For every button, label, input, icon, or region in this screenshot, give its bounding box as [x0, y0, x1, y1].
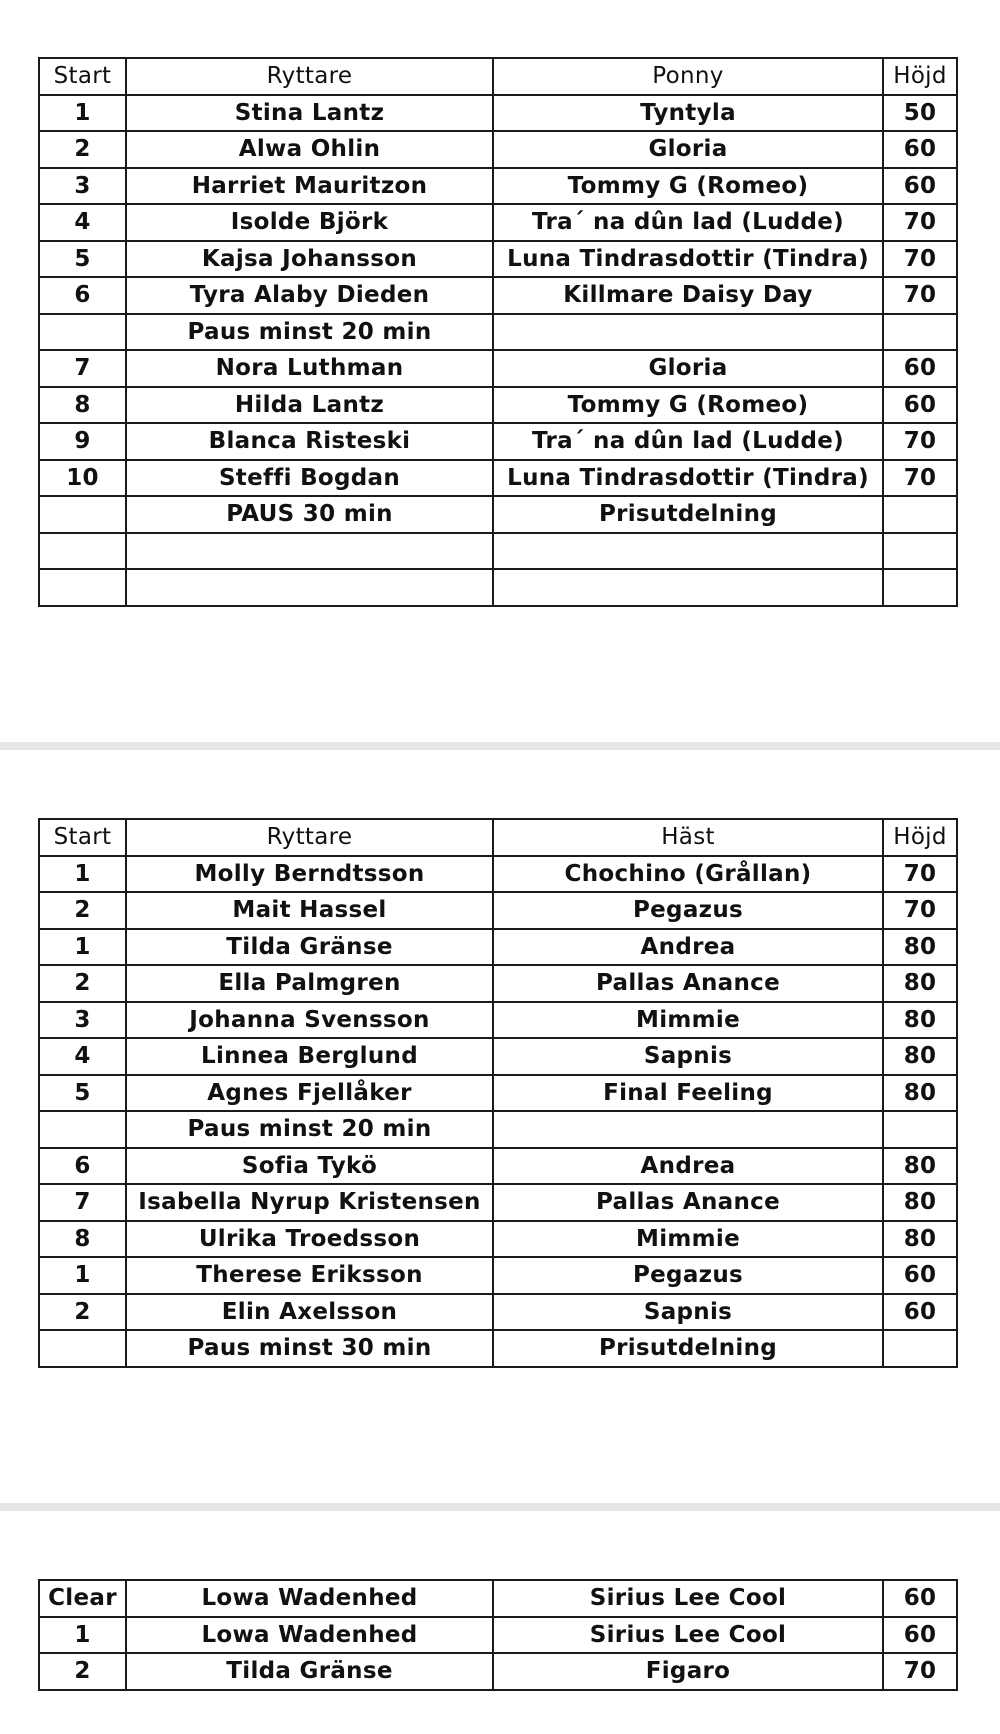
table-cell: 70 [883, 892, 957, 929]
table-cell: 3 [39, 1002, 126, 1039]
table-cell: 10 [39, 460, 126, 497]
table-cell: 1 [39, 1257, 126, 1294]
table-cell: Tra´ na dûn lad (Ludde) [493, 423, 883, 460]
table-cell: 1 [39, 856, 126, 893]
table-cell: Blanca Risteski [126, 423, 493, 460]
column-header: Höjd [883, 58, 957, 95]
table-row [39, 277, 957, 314]
table-row [39, 929, 957, 966]
table-cell: Isabella Nyrup Kristensen [126, 1184, 493, 1221]
table-cell: 4 [39, 1038, 126, 1075]
table-cell: Harriet Mauritzon [126, 168, 493, 205]
table-cell [126, 533, 493, 570]
table-row [39, 1184, 957, 1221]
table-cell: 5 [39, 241, 126, 278]
table-cell: 80 [883, 1038, 957, 1075]
table-cell: Isolde Björk [126, 204, 493, 241]
table-cell: Sirius Lee Cool [493, 1580, 883, 1617]
table-cell [883, 496, 957, 533]
table-row [39, 1111, 957, 1148]
table-cell: 80 [883, 929, 957, 966]
table-cell: 80 [883, 1002, 957, 1039]
table-row [39, 892, 957, 929]
table-cell [39, 314, 126, 351]
table-cell: 60 [883, 1294, 957, 1331]
table-cell [39, 1111, 126, 1148]
table-cell: 1 [39, 95, 126, 132]
table-cell: 70 [883, 204, 957, 241]
table-row [39, 95, 957, 132]
table-row [39, 1038, 957, 1075]
section-divider [0, 1503, 1000, 1511]
table-cell: Clear [39, 1580, 126, 1617]
table-cell: 70 [883, 241, 957, 278]
table-cell: 60 [883, 1257, 957, 1294]
table-cell: 1 [39, 1617, 126, 1654]
table-row [39, 533, 957, 570]
table-cell: Pegazus [493, 892, 883, 929]
table-cell: Nora Luthman [126, 350, 493, 387]
table-row [39, 569, 957, 606]
table-cell: 60 [883, 1580, 957, 1617]
table-cell: Stina Lantz [126, 95, 493, 132]
table-cell: Chochino (Grållan) [493, 856, 883, 893]
table-row [39, 1257, 957, 1294]
table-cell: Pallas Anance [493, 965, 883, 1002]
table-cell: 80 [883, 1184, 957, 1221]
table-row [39, 1148, 957, 1185]
table-cell: Prisutdelning [493, 1330, 883, 1367]
table-cell: Johanna Svensson [126, 1002, 493, 1039]
table-cell: Tilda Gränse [126, 929, 493, 966]
table-cell: 5 [39, 1075, 126, 1112]
table-cell: 60 [883, 1617, 957, 1654]
table-cell: Ella Palmgren [126, 965, 493, 1002]
table-cell: 70 [883, 856, 957, 893]
table-cell [883, 569, 957, 606]
table-cell: Lowa Wadenhed [126, 1617, 493, 1654]
table-cell: Agnes Fjellåker [126, 1075, 493, 1112]
header-row [39, 58, 957, 95]
ponny-table-body [39, 95, 957, 606]
table-cell: Tommy G (Romeo) [493, 168, 883, 205]
table-row [39, 1580, 957, 1617]
table-cell [126, 569, 493, 606]
table-cell: Hilda Lantz [126, 387, 493, 424]
hast-table-header [39, 819, 957, 856]
table-cell: 70 [883, 1653, 957, 1690]
table-row [39, 350, 957, 387]
table-cell: Luna Tindrasdottir (Tindra) [493, 241, 883, 278]
table-cell: Figaro [493, 1653, 883, 1690]
table-cell: 80 [883, 1148, 957, 1185]
table-cell: Tommy G (Romeo) [493, 387, 883, 424]
table-cell: Mimmie [493, 1221, 883, 1258]
table-cell: Linnea Berglund [126, 1038, 493, 1075]
table-cell: 80 [883, 1221, 957, 1258]
table-cell [493, 533, 883, 570]
table-cell: Paus minst 30 min [126, 1330, 493, 1367]
table-row [39, 1221, 957, 1258]
table-row [39, 387, 957, 424]
table-cell: Tyntyla [493, 95, 883, 132]
table-cell: 7 [39, 350, 126, 387]
table-cell: Gloria [493, 131, 883, 168]
table-cell [39, 569, 126, 606]
table-cell [493, 314, 883, 351]
table-cell: 2 [39, 131, 126, 168]
table-cell: Andrea [493, 1148, 883, 1185]
table-row [39, 1002, 957, 1039]
table-cell [39, 496, 126, 533]
table-row [39, 1653, 957, 1690]
table-cell: Paus minst 20 min [126, 1111, 493, 1148]
table-cell [493, 569, 883, 606]
table-cell: Lowa Wadenhed [126, 1580, 493, 1617]
table-row [39, 168, 957, 205]
table-row [39, 241, 957, 278]
hast-start-list-table [38, 818, 958, 1368]
table-cell: 2 [39, 1294, 126, 1331]
table-cell: Alwa Ohlin [126, 131, 493, 168]
table-cell: 2 [39, 1653, 126, 1690]
table-cell [883, 314, 957, 351]
clear-round-table [38, 1579, 958, 1691]
table-cell: 80 [883, 1075, 957, 1112]
column-header: Häst [493, 819, 883, 856]
table-row [39, 965, 957, 1002]
table-row [39, 204, 957, 241]
table-cell [883, 1330, 957, 1367]
table-cell: Molly Berndtsson [126, 856, 493, 893]
table-cell: Mait Hassel [126, 892, 493, 929]
table-cell: 3 [39, 168, 126, 205]
table-row [39, 1294, 957, 1331]
column-header: Ponny [493, 58, 883, 95]
table-cell: Paus minst 20 min [126, 314, 493, 351]
table-cell: Gloria [493, 350, 883, 387]
table-cell: Sirius Lee Cool [493, 1617, 883, 1654]
ponny-start-list-table [38, 57, 958, 607]
table-cell: Prisutdelning [493, 496, 883, 533]
table-cell: 2 [39, 965, 126, 1002]
table-cell: 70 [883, 277, 957, 314]
header-row [39, 819, 957, 856]
table-cell: Pegazus [493, 1257, 883, 1294]
table-cell: Tyra Alaby Dieden [126, 277, 493, 314]
table-cell: 70 [883, 423, 957, 460]
table-row [39, 1075, 957, 1112]
table-cell: Ulrika Troedsson [126, 1221, 493, 1258]
table-row [39, 496, 957, 533]
table-cell [493, 1111, 883, 1148]
clear-table-body [39, 1580, 957, 1690]
section-divider [0, 742, 1000, 750]
table-cell: 9 [39, 423, 126, 460]
table-cell: 8 [39, 1221, 126, 1258]
table-cell: Mimmie [493, 1002, 883, 1039]
table-cell: Tra´ na dûn lad (Ludde) [493, 204, 883, 241]
table-cell: 60 [883, 131, 957, 168]
table-cell: 7 [39, 1184, 126, 1221]
table-cell: 1 [39, 929, 126, 966]
table-row [39, 314, 957, 351]
table-cell: Pallas Anance [493, 1184, 883, 1221]
table-cell: PAUS 30 min [126, 496, 493, 533]
table-cell: 60 [883, 168, 957, 205]
table-cell: Luna Tindrasdottir (Tindra) [493, 460, 883, 497]
table-cell [883, 533, 957, 570]
column-header: Start [39, 58, 126, 95]
table-cell: Sapnis [493, 1294, 883, 1331]
hast-table-body [39, 856, 957, 1367]
table-cell: 8 [39, 387, 126, 424]
table-cell [883, 1111, 957, 1148]
table-row [39, 131, 957, 168]
table-cell: 60 [883, 350, 957, 387]
column-header: Ryttare [126, 819, 493, 856]
table-row [39, 856, 957, 893]
column-header: Start [39, 819, 126, 856]
table-row [39, 423, 957, 460]
table-cell: Kajsa Johansson [126, 241, 493, 278]
table-cell: 6 [39, 1148, 126, 1185]
table-cell: Final Feeling [493, 1075, 883, 1112]
table-cell: 60 [883, 387, 957, 424]
table-row [39, 1330, 957, 1367]
table-cell: 80 [883, 965, 957, 1002]
table-cell [39, 1330, 126, 1367]
table-row [39, 460, 957, 497]
table-cell: Tilda Gränse [126, 1653, 493, 1690]
table-cell: Sapnis [493, 1038, 883, 1075]
column-header: Ryttare [126, 58, 493, 95]
table-cell: Steffi Bogdan [126, 460, 493, 497]
table-cell: Sofia Tykö [126, 1148, 493, 1185]
table-cell: 4 [39, 204, 126, 241]
ponny-table-header [39, 58, 957, 95]
table-cell: Killmare Daisy Day [493, 277, 883, 314]
table-cell: Therese Eriksson [126, 1257, 493, 1294]
table-cell: Andrea [493, 929, 883, 966]
table-cell: Elin Axelsson [126, 1294, 493, 1331]
table-cell: 6 [39, 277, 126, 314]
table-row [39, 1617, 957, 1654]
table-cell: 2 [39, 892, 126, 929]
table-cell: 50 [883, 95, 957, 132]
table-cell [39, 533, 126, 570]
table-cell: 70 [883, 460, 957, 497]
column-header: Höjd [883, 819, 957, 856]
